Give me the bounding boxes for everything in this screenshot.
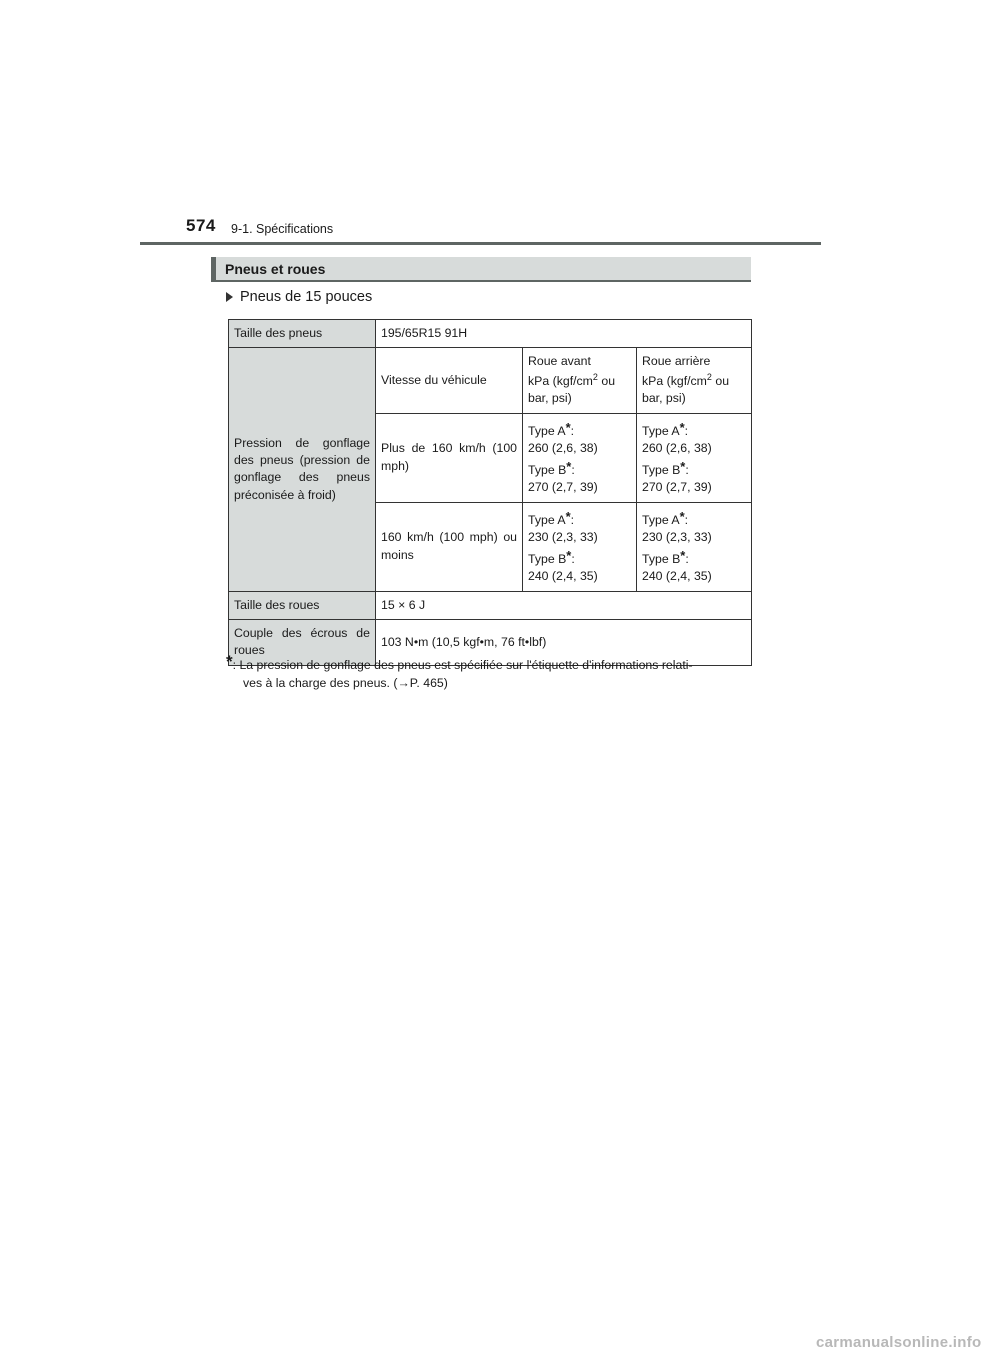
rear-pressure-cell: Type A*: 230 (2,3, 33) Type B*: 240 (2,4, 35) [637,502,752,591]
speed-cell: 160 km/h (100 mph) ou moins [376,502,523,591]
tire-size-value: 195/65R15 91H [376,320,752,348]
watermark: carmanualsonline.info [816,1334,982,1351]
section-banner [211,257,751,282]
header-rule [140,242,821,245]
tire-size-label: Taille des pneus [229,320,376,348]
table-row [229,591,752,619]
front-pressure-cell: Type A*: 230 (2,3, 33) Type B*: 240 (2,4, 35) [523,502,637,591]
wheel-size-label: Taille des roues [229,591,376,619]
speed-cell: Plus de 160 km/h (100 mph) [376,413,523,502]
subheading-text: Pneus de 15 pouces [240,289,373,305]
table-row [229,320,752,348]
banner-title: Pneus et roues [225,261,326,277]
section-label: 9-1. Spécifications [231,222,334,236]
torque-value: 103 N•m (10,5 kgf•m, 76 ft•lbf) [376,619,752,665]
col-rear-header: Roue arrière kPa ($kgf/cm^2$ ou bar, psi) [637,348,752,413]
col-speed-header: Vitesse du véhicule [376,348,523,413]
torque-label: Couple des écrous de roues [229,619,376,665]
banner-bar [211,257,216,282]
pressure-label: Pression de gonflage des pneus (pression de gonflage des pneus préconisée à froid) [229,348,376,591]
subheading [226,289,372,305]
page-number: 574 [186,216,216,235]
col-front-header: Roue avant kPa ($kgf/cm^2$ ou bar, psi) [523,348,637,413]
footnote [226,650,756,693]
table-row [229,348,752,413]
rear-pressure-cell: Type A*: 260 (2,6, 38) Type B*: 270 (2,7, 39) [637,413,752,502]
footnote-line-2: ves à la charge des pneus. (→P. 465) [243,675,448,690]
footnote-line-1: *: La pression de gonflage des pneus est spécifiée sur l'étiquette d'informations relati- [226,652,693,672]
front-pressure-cell: Type A*: 260 (2,6, 38) Type B*: 270 (2,7, 39) [523,413,637,502]
footnote-star: * [226,652,233,671]
wheel-size-value: 15 × 6 J [376,591,752,619]
tire-spec-table [228,319,752,666]
triangle-arrow-icon [226,292,233,302]
